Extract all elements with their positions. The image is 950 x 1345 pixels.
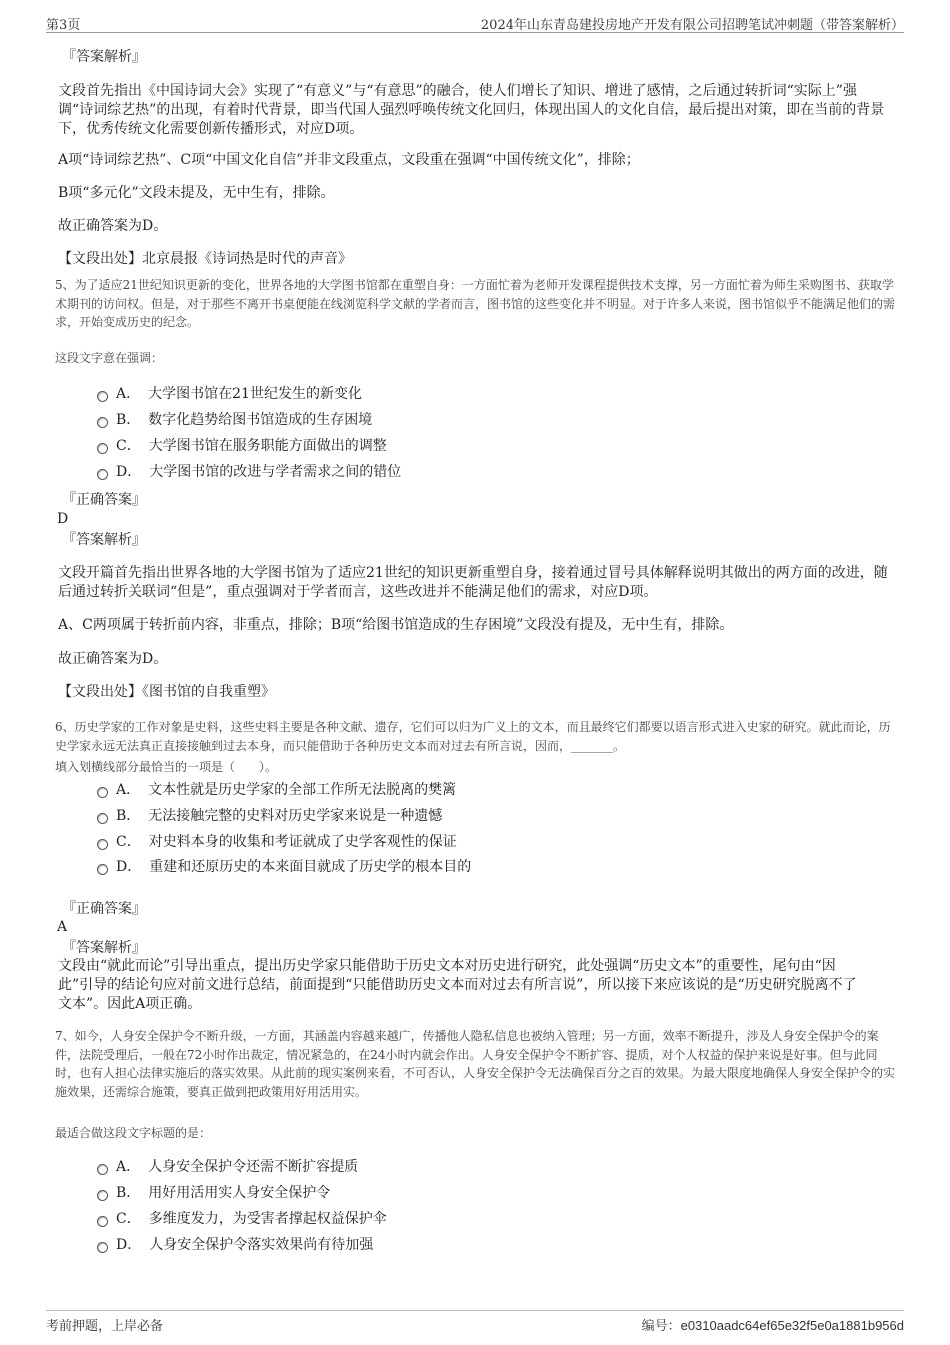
option-b[interactable] [97,410,372,430]
question-stem: 7、如今，人身安全保护令不断升级，一方面，其涵盖内容越来越广，传播他人隐私信息也被纳入管理；另一方面，效率不断提升，涉及人身安全保护令的案件，法院受理后，一般在72小时作出裁定，情况紧急的，在24小时内就会作出。人身安全保护令不断扩容、提质，对个人权益的保护来说是好事。但与此同时，也有人担心法律实施后的落实效果。从此前的现实案例来看，不可否认，人身安全保护令无法确保百分之百的效果。为最大限度地确保人身安全保护令的实施效果，还需综合施策，要真正做到把政策用好用活用实。 [55,1029,896,1099]
radio-button[interactable] [97,787,108,798]
radio-button[interactable] [97,839,108,850]
radio-button[interactable] [97,1216,108,1227]
correct-answer: A [57,919,68,935]
option-c[interactable] [97,1209,387,1229]
analysis-heading: 『答案解析』 [62,532,146,548]
analysis-paragraph: A项“诗词综艺热”、C项“中国文化自信”并非文段重点，文段重在强调“中国传统文化”，排除； [58,152,640,168]
option-letter: D． [116,859,142,875]
analysis-paragraph: 文段首先指出《中国诗词大会》实现了“有意义”与“有意思”的融合，使人们增长了知识、增进了感情，之后通过转折词“实际上”强调“诗词综艺热”的出现，有着时代背景，即当代国人强烈呼唤传统文化回归，体现出国人的文化自信，最后提出对策，即在当前的背景下，优秀传统文化需要创新传播形式，对应D项。 [58,83,885,137]
source-citation: 【文段出处】北京晨报《诗词热是时代的声音》 [58,251,352,267]
option-letter: A． [116,782,141,798]
option-letter: A． [116,1159,141,1175]
correct-answer-heading: 『正确答案』 [62,901,146,917]
option-text: 无法接触完整的史料对历史学家来说是一种遗憾 [148,808,443,824]
option-letter: B． [116,808,141,824]
document-code [642,1315,904,1334]
option-letter: D． [116,1237,142,1253]
question-prompt: 这段文字意在强调： [55,351,164,365]
option-text: 大学图书馆在21世纪发生的新变化 [148,386,362,402]
option-letter: C． [116,438,141,454]
option-text: 对史料本身的收集和考证就成了史学客观性的保证 [148,834,457,850]
option-a[interactable] [97,1157,358,1177]
radio-button[interactable] [97,1242,108,1253]
analysis-paragraph: A、C两项属于转折前内容，非重点，排除；B项“给图书馆造成的生存困境”文段没有提及，无中生有，排除。 [58,617,734,633]
code-label: 编号： [641,1319,681,1334]
radio-button[interactable] [97,864,108,875]
option-d[interactable] [97,462,401,482]
option-text: 用好用活用实人身安全保护令 [148,1185,331,1201]
option-text: 人身安全保护令落实效果尚有待加强 [149,1237,374,1253]
correct-answer: D [57,511,69,527]
radio-button[interactable] [97,391,108,402]
option-letter: A． [116,386,141,402]
page-header [46,12,904,33]
option-letter: B． [116,1185,141,1201]
radio-button[interactable] [97,443,108,454]
final-answer-line: 故正确答案为D。 [58,651,168,667]
option-letter: B． [116,412,141,428]
correct-answer-heading: 『正确答案』 [62,492,146,508]
option-letter: C． [116,1211,141,1227]
option-text: 大学图书馆在服务职能方面做出的调整 [148,438,387,454]
analysis-heading: 『答案解析』 [62,49,146,65]
option-a[interactable] [97,384,362,404]
option-c[interactable] [97,436,387,456]
option-a[interactable] [97,780,456,800]
option-text: 重建和还原历史的本来面目就成了历史学的根本目的 [149,859,472,875]
page-footer [46,1310,904,1333]
option-text: 多维度发力，为受害者撑起权益保护伞 [148,1211,387,1227]
radio-button[interactable] [97,1164,108,1175]
radio-button[interactable] [97,417,108,428]
option-text: 大学图书馆的改进与学者需求之间的错位 [149,464,402,480]
analysis-paragraph: 文段开篇首先指出世界各地的大学图书馆为了适应21世纪的知识更新重塑自身，接着通过冒号具体解释说明其做出的两方面的改进，随后通过转折关联词“但是”，重点强调对于学者而言，这些改进并不能满足他们的需求，对应D项。 [58,565,888,600]
analysis-paragraph: B项“多元化”文段未提及，无中生有，排除。 [58,185,335,201]
option-d[interactable] [97,857,471,877]
option-text: 人身安全保护令还需不断扩容提质 [148,1159,359,1175]
option-letter: D． [116,464,142,480]
page-number: 第3页 [46,18,81,33]
option-text: 数字化趋势给图书馆造成的生存困境 [148,412,373,428]
radio-button[interactable] [97,1190,108,1201]
option-d[interactable] [97,1235,373,1255]
radio-button[interactable] [97,813,108,824]
option-b[interactable] [97,806,442,826]
footer-slogan: 考前押题，上岸必备 [46,1319,164,1334]
option-b[interactable] [97,1183,330,1203]
source-citation: 【文段出处】《图书馆的自我重塑》 [58,684,275,700]
final-answer-line: 故正确答案为D。 [58,218,168,234]
option-letter: C． [116,834,141,850]
option-text: 文本性就是历史学家的全部工作所无法脱离的樊篱 [148,782,457,798]
question-stem: 6、历史学家的工作对象是史料，这些史料主要是各种文献、遗存，它们可以归为广义上的文本，而且最终它们都要以语言形式进入史家的研究。就此而论，历史学家永远无法真正直接接触到过去本身，而只能借助于各种历史文本而对过去有所言说，因而，_______。 [55,720,891,753]
question-stem: 5、为了适应21世纪知识更新的变化，世界各地的大学图书馆都在重塑自身：一方面忙着为老师开发课程提供技术支撑，另一方面忙着为师生采购图书、获取学术期刊的访问权。但是，对于那些不离开书桌便能在线浏览科学文献的学者而言，图书馆的这些变化并不明显。对于许多人来说，图书馆似乎不能满足他们的需求，开始变成历史的纪念。 [55,278,896,329]
radio-button[interactable] [97,469,108,480]
question-prompt: 填入划横线部分最恰当的一项是（ ）。 [55,760,278,774]
analysis-heading: 『答案解析』 [62,940,146,956]
document-title: 2024年山东青岛建投房地产开发有限公司招聘笔试冲刺题（带答案解析） [480,18,904,33]
option-c[interactable] [97,832,457,852]
question-prompt: 最适合做这段文字标题的是： [55,1126,212,1140]
analysis-paragraph: 文段由“就此而论”引导出重点，提出历史学家只能借助于历史文本对历史进行研究，此处强调“历史文本”的重要性，尾句由“因此”引导的结论句应对前文进行总结，前面提到“只能借助历史文本而对过去有所言说”，所以接下来应该说的是“历史研究脱离不了文本”。因此A项正确。 [58,958,857,1012]
code-value: e0310aadc64ef65e32f5e0a1881b956d [680,1318,904,1333]
